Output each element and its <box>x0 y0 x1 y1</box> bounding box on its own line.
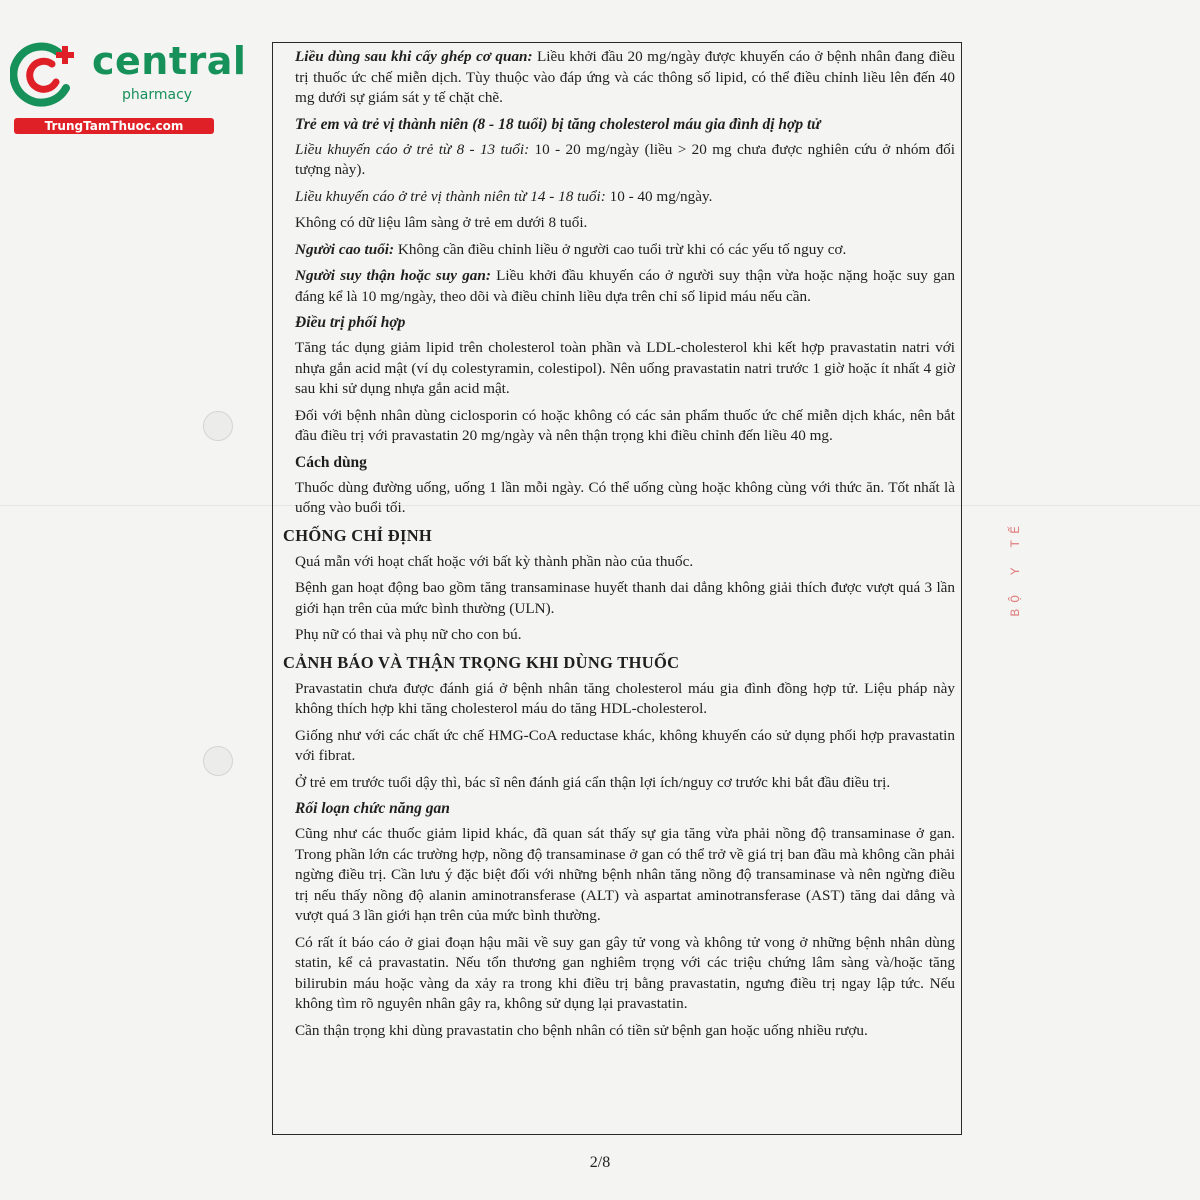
paragraph-transplant <box>295 47 955 109</box>
text-renal-hepatic: Liều khởi đầu khuyến cáo ở người suy thận vừa hoặc nặng hoặc suy gan đáng kể là 10 mg/ngày, theo dõi và điều chỉnh liều dựa trên chỉ số lipid máu nếu cần. <box>295 267 955 305</box>
paragraph-homozygous: Pravastatin chưa được đánh giá ở bệnh nhân tăng cholesterol máu gia đình đồng hợp tử. Liệu pháp này không thích hợp khi tăng cholesterol máu do tăng HDL-cholesterol. <box>295 679 955 717</box>
paragraph-pregnancy: Phụ nữ có thai và phụ nữ cho con bú. <box>295 626 522 643</box>
paragraph-elderly <box>295 240 955 261</box>
paragraph-hypersensitivity: Quá mẫn với hoạt chất hoặc với bất kỳ thành phần nào của thuốc. <box>295 552 694 570</box>
document-text-box <box>272 42 962 1135</box>
label-children-8-13: Liều khuyến cáo ở trẻ từ 8 - 13 tuổi: <box>295 140 530 158</box>
heading-administration: Cách dùng <box>295 453 367 471</box>
paragraph-children-8-13 <box>295 140 955 181</box>
logo-brand-text: central <box>92 39 247 83</box>
heading-warnings: CẢNH BÁO VÀ THẬN TRỌNG KHI DÙNG THUỐC <box>283 652 680 672</box>
heading-pediatric: Trẻ em và trẻ vị thành niên (8 - 18 tuổi) bị tăng cholesterol máu gia đình dị hợp tử <box>295 115 821 133</box>
paragraph-renal-hepatic <box>295 266 955 307</box>
heading-contraindications: CHỐNG CHỈ ĐỊNH <box>283 525 433 545</box>
paragraph-transaminase: Cũng như các thuốc giảm lipid khác, đã quan sát thấy sự gia tăng vừa phải nồng độ transaminase ở gan. Trong phần lớn các trường hợp, nồng độ transaminase ở gan có thể trở về giá trị ban đầu mà không cần phải ngừng điều trị. Cần lưu ý đặc biệt đối với những bệnh nhân tăng nồng độ transaminase và nên ngừng điều trị nếu thấy nồng độ alanin aminotransferase (ALT) và aspartat aminotransferase (AST) tăng dai dẳng và vượt quá 3 lần giới hạn trên của mức bình thường. <box>295 825 955 924</box>
heading-liver-dysfunction: Rối loạn chức năng gan <box>295 800 450 817</box>
central-pharmacy-logo[interactable] <box>10 38 247 138</box>
text-elderly: Không cần điều chỉnh liều ở người cao tuổi trừ khi có các yếu tố nguy cơ. <box>394 240 847 258</box>
label-renal-hepatic: Người suy thận hoặc suy gan: <box>295 267 491 284</box>
paragraph-caution-alcohol: Cần thận trọng khi dùng pravastatin cho bệnh nhân có tiền sử bệnh gan hoặc uống nhiều rượu. <box>295 1021 868 1039</box>
paragraph-ciclosporin: Đối với bệnh nhân dùng ciclosporin có hoặc không có các sản phẩm thuốc ức chế miễn dịch khác, nên bắt đầu điều trị với pravastatin 20 mg/ngày và nên thận trọng khi điều chỉnh đến liều 40 mg. <box>295 406 955 444</box>
paragraph-no-data-under-8: Không có dữ liệu lâm sàng ở trẻ em dưới 8 tuổi. <box>295 214 588 231</box>
logo-url-bar[interactable]: TrungTamThuoc.com <box>14 118 214 134</box>
logo-mark-icon <box>10 38 80 108</box>
label-adolescents: Liều khuyến cáo ở trẻ vị thành niên từ 14 - 18 tuổi: <box>295 187 606 205</box>
page-number: 2/8 <box>589 1154 611 1171</box>
logo-sub-text: pharmacy <box>122 87 193 103</box>
paragraph-liver-failure: Có rất ít báo cáo ở giai đoạn hậu mãi về suy gan gây tử vong và không tử vong ở những bệnh nhân dùng statin, kể cả pravastatin. Nếu tổn thương gan nghiêm trọng với các triệu chứng lâm sàng và/hoặc tăng bilirubin máu hoặc vàng da xảy ra trong khi điều trị bằng pravastatin, ngưng điều trị ngay lập tức. Nếu không tìm rõ nguyên nhân gây ra, không sử dụng lại pravastatin. <box>295 933 955 1012</box>
label-transplant: Liều dùng sau khi cấy ghép cơ quan: <box>295 48 533 65</box>
text-children-8-13: 10 - 20 mg/ngày (liều > 20 mg chưa được nghiên cứu ở nhóm đối tượng này). <box>295 140 955 178</box>
paragraph-adolescents-14-18 <box>295 187 955 208</box>
label-elderly: Người cao tuổi: <box>295 240 395 258</box>
paragraph-prepubertal: Ở trẻ em trước tuổi dậy thì, bác sĩ nên đánh giá cẩn thận lợi ích/nguy cơ trước khi bắt đầu điều trị. <box>295 773 891 791</box>
paragraph-fibrates: Giống như với các chất ức chế HMG-CoA reductase khác, không khuyến cáo sử dụng phối hợp pravastatin với fibrat. <box>295 726 955 764</box>
heading-combination: Điều trị phối hợp <box>295 314 406 331</box>
text-transplant: Liều khởi đầu 20 mg/ngày được khuyến cáo ở bệnh nhân đang điều trị thuốc ức chế miễn dịch. Tùy thuộc vào đáp ứng và các thông số lipid, có thể điều chỉnh liều lên đến 40 mg dưới sự giám sát y tế chặt chẽ. <box>295 48 955 106</box>
paragraph-bile-acid: Tăng tác dụng giảm lipid trên cholesterol toàn phần và LDL-cholesterol khi kết hợp pravastatin natri với nhựa gắn acid mật (ví dụ colestyramin, colestipol). Nên uống pravastatin natri trước 1 giờ hoặc ít nhất 4 giờ sau khi sử dụng nhựa gắn acid mật. <box>295 339 955 397</box>
red-stamp-mark: BỘ Y TẾ <box>1008 520 1023 617</box>
punch-hole-bottom <box>203 746 233 776</box>
punch-hole-top <box>203 411 233 441</box>
paragraph-liver-disease: Bệnh gan hoạt động bao gồm tăng transaminase huyết thanh dai dẳng không giải thích được vượt quá 3 lần giới hạn trên của mức bình thường (ULN). <box>295 579 955 617</box>
text-adolescents: 10 - 40 mg/ngày. <box>605 187 713 205</box>
paragraph-administration: Thuốc dùng đường uống, uống 1 lần mỗi ngày. Có thể uống cùng hoặc không cùng với thức ăn. Tốt nhất là uống vào buổi tối. <box>295 478 955 516</box>
